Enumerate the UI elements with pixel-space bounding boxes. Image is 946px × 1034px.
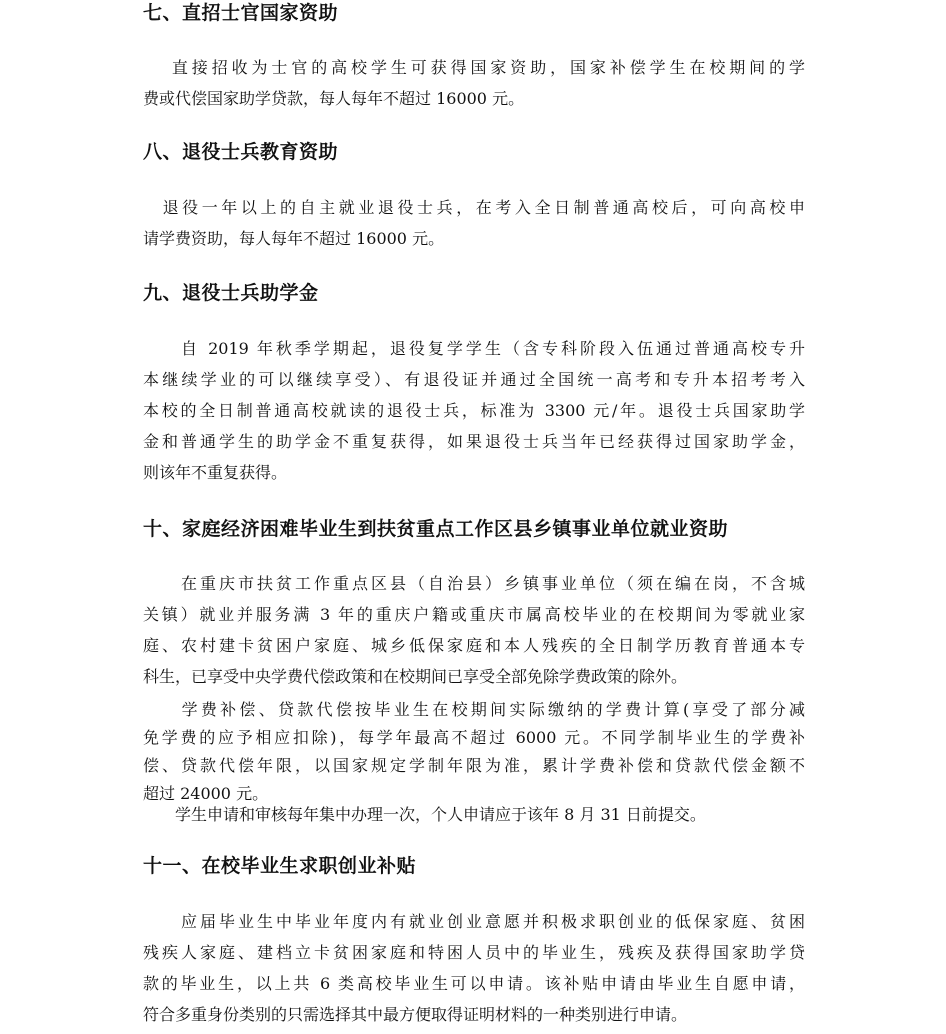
- section-11-paragraph-1: [143, 906, 805, 1030]
- text-line: 符合多重身份类别的只需选择其中最方便取得证明材料的一种类别进行申请。: [143, 1005, 688, 1024]
- text-line: 请学费资助，每人每年不超过 16000 元。: [143, 229, 445, 248]
- text-line: 则该年不重复获得。: [143, 463, 288, 482]
- text-line: 残疾人家庭、建档立卡贫困家庭和特困人员中的毕业生，残疾及获得国家助学贷: [143, 943, 805, 962]
- text-line: 偿、贷款代偿年限，以国家规定学制年限为准，累计学费补偿和贷款代偿金额不: [143, 756, 805, 775]
- text-line: 金和普通学生的助学金不重复获得，如果退役士兵当年已经获得过国家助学金，: [143, 432, 805, 451]
- section-10-paragraph-1: [143, 568, 805, 692]
- text-line: 科生，已享受中央学费代偿政策和在校期间已享受全部免除学费政策的除外。: [143, 667, 688, 686]
- text-line: 款的毕业生，以上共 6 类高校毕业生可以申请。该补贴申请由毕业生自愿申请，: [143, 974, 805, 993]
- text-line: 费或代偿国家助学贷款，每人每年不超过 16000 元。: [143, 89, 525, 108]
- section-8-paragraph-1: [143, 192, 805, 254]
- section-10-paragraph-2: [143, 696, 805, 808]
- text-line: 学费补偿、贷款代偿按毕业生在校期间实际缴纳的学费计算(享受了部分减: [143, 700, 805, 719]
- text-line: 退役一年以上的自主就业退役士兵，在考入全日制普通高校后，可向高校申: [143, 198, 805, 217]
- text-line: 自 2019 年秋季学期起，退役复学学生（含专科阶段入伍通过普通高校专升: [143, 339, 805, 358]
- section-7-paragraph-1: [143, 52, 805, 114]
- text-line: 应届毕业生中毕业年度内有就业创业意愿并积极求职创业的低保家庭、贫困: [143, 912, 805, 931]
- text-line: 本继续学业的可以继续享受）、有退役证并通过全国统一高考和专升本招考考入: [143, 370, 805, 389]
- section-heading-9: 九、退役士兵助学金: [143, 282, 319, 304]
- section-heading-10: 十、家庭经济困难毕业生到扶贫重点工作区县乡镇事业单位就业资助: [143, 518, 729, 540]
- section-heading-8: 八、退役士兵教育资助: [143, 141, 339, 163]
- text-line: 免学费的应予相应扣除)，每学年最高不超过 6000 元。不同学制毕业生的学费补: [143, 728, 805, 747]
- section-heading-11: 十一、在校毕业生求职创业补贴: [143, 855, 417, 877]
- text-line: 超过 24000 元。: [143, 784, 269, 803]
- text-line: 在重庆市扶贫工作重点区县（自治县）乡镇事业单位（须在编在岗，不含城: [143, 574, 805, 593]
- text-line: 本校的全日制普通高校就读的退役士兵，标准为 3300 元/年。退役士兵国家助学: [143, 401, 805, 420]
- section-heading-7: 七、直招士官国家资助: [143, 2, 339, 24]
- section-10-paragraph-3: [143, 801, 805, 829]
- text-line: 庭、农村建卡贫困户家庭、城乡低保家庭和本人残疾的全日制学历教育普通本专: [143, 636, 805, 655]
- text-line: 关镇）就业并服务满 3 年的重庆户籍或重庆市属高校毕业的在校期间为零就业家: [143, 605, 805, 624]
- text-line: 直接招收为士官的高校学生可获得国家资助，国家补偿学生在校期间的学: [143, 58, 805, 77]
- text-line: 学生申请和审核每年集中办理一次，个人申请应于该年 8 月 31 日前提交。: [143, 805, 706, 824]
- section-9-paragraph-1: [143, 333, 805, 488]
